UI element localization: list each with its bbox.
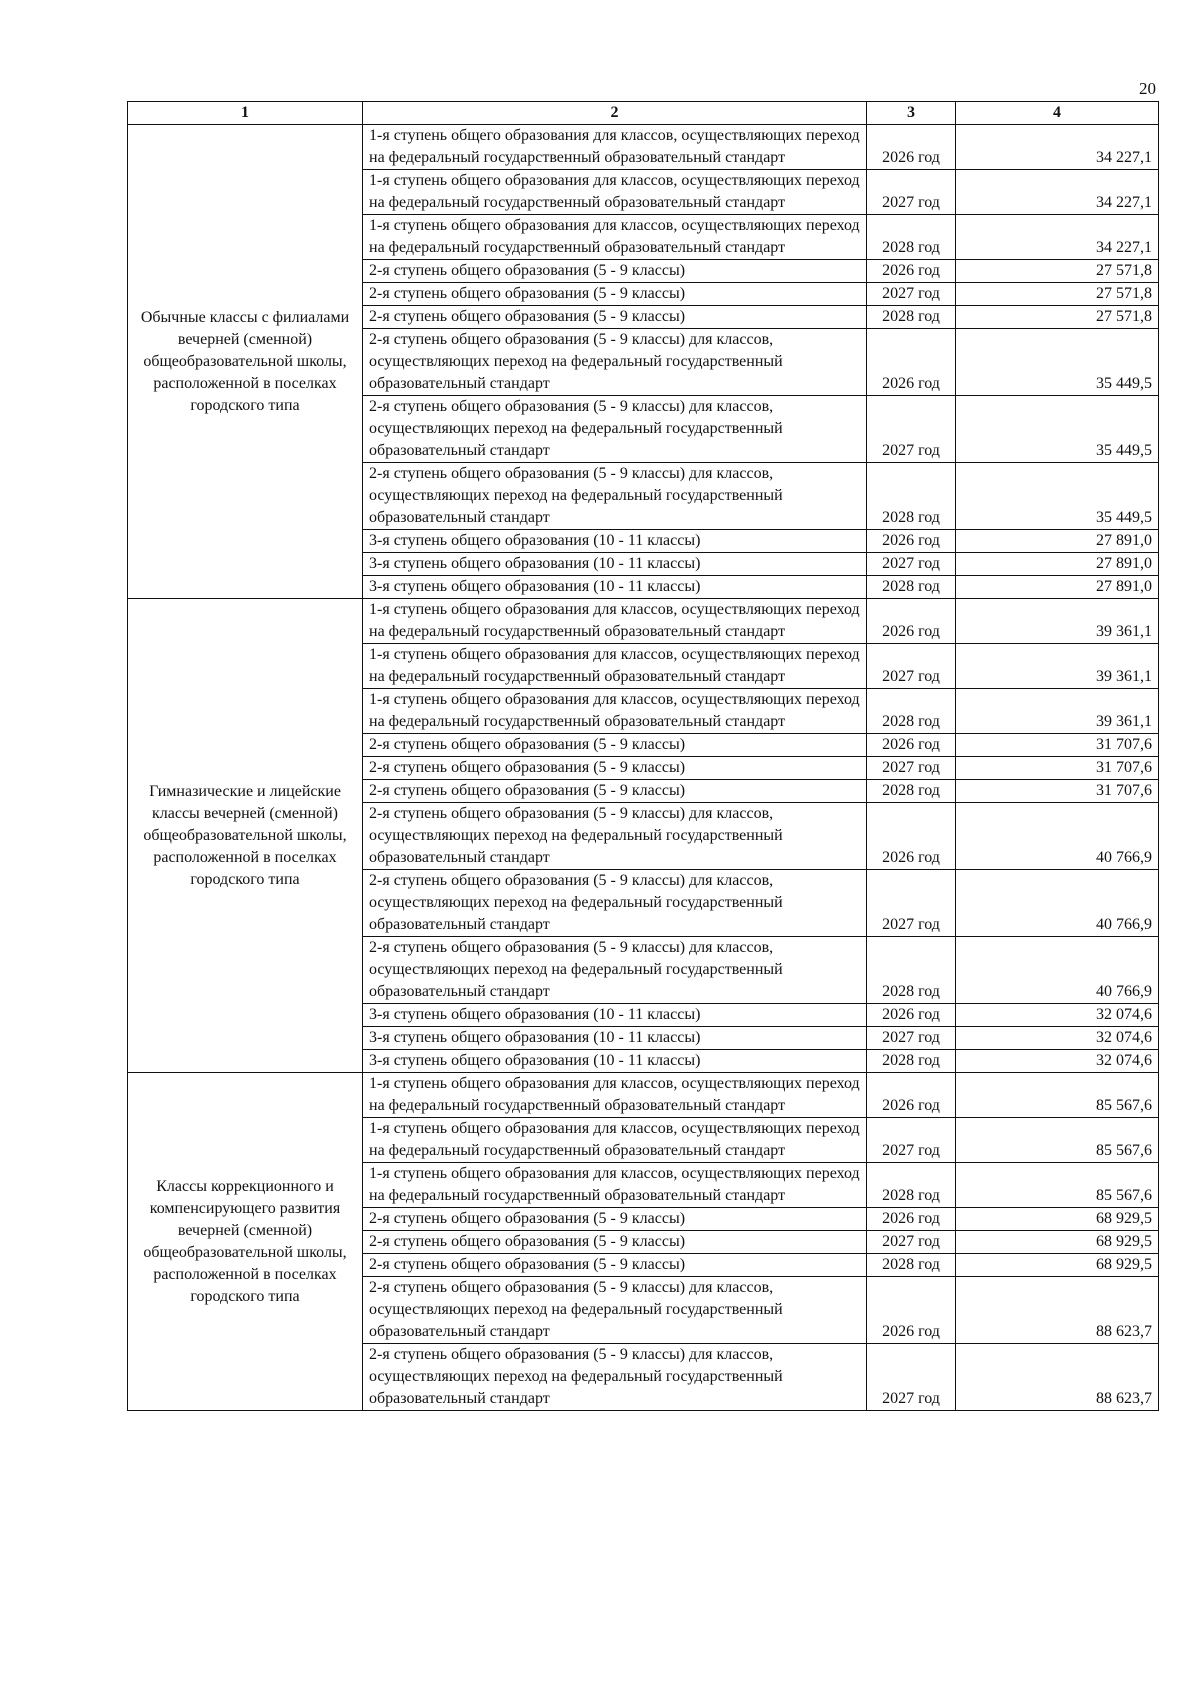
education-level-cell: 2-я ступень общего образования (5 - 9 классы) [363,757,867,780]
education-level-cell: 1-я ступень общего образования для классов, осуществляющих переход на федеральный государственный образовательный стандарт [363,215,867,260]
year-cell: 2028 год [867,215,956,260]
year-cell: 2027 год [867,1118,956,1163]
education-level-cell: 2-я ступень общего образования (5 - 9 классы) для классов, осуществляющих переход на федеральный государственный образовательный стандарт [363,870,867,937]
education-level-cell: 3-я ступень общего образования (10 - 11 классы) [363,553,867,576]
education-level-cell: 2-я ступень общего образования (5 - 9 классы) [363,734,867,757]
table-row [128,599,1159,644]
table-row [128,125,1159,170]
year-cell: 2028 год [867,689,956,734]
year-cell: 2027 год [867,1231,956,1254]
year-cell: 2026 год [867,1004,956,1027]
amount-cell: 34 227,1 [956,170,1159,215]
year-cell: 2027 год [867,553,956,576]
page-number: 20 [1139,79,1156,98]
education-level-cell: 2-я ступень общего образования (5 - 9 классы) для классов, осуществляющих переход на федеральный государственный образовательный стандарт [363,396,867,463]
education-level-cell: 2-я ступень общего образования (5 - 9 классы) для классов, осуществляющих переход на федеральный государственный образовательный стандарт [363,1344,867,1411]
year-cell: 2026 год [867,803,956,870]
education-level-cell: 2-я ступень общего образования (5 - 9 классы) [363,283,867,306]
year-cell: 2027 год [867,170,956,215]
education-level-cell: 2-я ступень общего образования (5 - 9 классы) для классов, осуществляющих переход на федеральный государственный образовательный стандарт [363,329,867,396]
column-header-1: 1 [128,102,363,125]
education-level-cell: 1-я ступень общего образования для классов, осуществляющих переход на федеральный государственный образовательный стандарт [363,599,867,644]
year-cell: 2026 год [867,1277,956,1344]
year-cell: 2028 год [867,937,956,1004]
table-row [128,1073,1159,1118]
amount-cell: 68 929,5 [956,1208,1159,1231]
table-header-row [128,102,1159,125]
year-cell: 2028 год [867,306,956,329]
group-label-cell: Обычные классы с филиалами вечерней (сменной) общеобразовательной школы, расположенной в поселках городского типа [128,125,363,599]
amount-cell: 68 929,5 [956,1231,1159,1254]
education-level-cell: 2-я ступень общего образования (5 - 9 классы) [363,306,867,329]
education-level-cell: 2-я ступень общего образования (5 - 9 классы) [363,780,867,803]
amount-cell: 40 766,9 [956,937,1159,1004]
year-cell: 2026 год [867,530,956,553]
education-level-cell: 2-я ступень общего образования (5 - 9 классы) для классов, осуществляющих переход на федеральный государственный образовательный стандарт [363,1277,867,1344]
group-label-cell: Классы коррекционного и компенсирующего развития вечерней (сменной) общеобразовательной школы, расположенной в поселках городского типа [128,1073,363,1411]
education-level-cell: 3-я ступень общего образования (10 - 11 классы) [363,1050,867,1073]
amount-cell: 32 074,6 [956,1050,1159,1073]
year-cell: 2028 год [867,576,956,599]
amount-cell: 31 707,6 [956,757,1159,780]
education-level-cell: 2-я ступень общего образования (5 - 9 классы) для классов, осуществляющих переход на федеральный государственный образовательный стандарт [363,803,867,870]
amount-cell: 85 567,6 [956,1118,1159,1163]
education-level-cell: 1-я ступень общего образования для классов, осуществляющих переход на федеральный государственный образовательный стандарт [363,125,867,170]
education-level-cell: 2-я ступень общего образования (5 - 9 классы) [363,1231,867,1254]
year-cell: 2028 год [867,1254,956,1277]
year-cell: 2027 год [867,644,956,689]
amount-cell: 27 571,8 [956,306,1159,329]
education-level-cell: 2-я ступень общего образования (5 - 9 классы) [363,260,867,283]
amount-cell: 31 707,6 [956,734,1159,757]
year-cell: 2027 год [867,396,956,463]
year-cell: 2026 год [867,1073,956,1118]
amount-cell: 85 567,6 [956,1163,1159,1208]
education-level-cell: 2-я ступень общего образования (5 - 9 классы) для классов, осуществляющих переход на федеральный государственный образовательный стандарт [363,937,867,1004]
amount-cell: 35 449,5 [956,463,1159,530]
year-cell: 2026 год [867,125,956,170]
education-level-cell: 3-я ступень общего образования (10 - 11 классы) [363,530,867,553]
year-cell: 2027 год [867,1344,956,1411]
year-cell: 2027 год [867,757,956,780]
amount-cell: 39 361,1 [956,599,1159,644]
education-level-cell: 2-я ступень общего образования (5 - 9 классы) [363,1254,867,1277]
education-level-cell: 1-я ступень общего образования для классов, осуществляющих переход на федеральный государственный образовательный стандарт [363,1118,867,1163]
education-level-cell: 3-я ступень общего образования (10 - 11 классы) [363,1027,867,1050]
education-level-cell: 1-я ступень общего образования для классов, осуществляющих переход на федеральный государственный образовательный стандарт [363,170,867,215]
column-header-2: 2 [363,102,867,125]
amount-cell: 32 074,6 [956,1004,1159,1027]
amount-cell: 32 074,6 [956,1027,1159,1050]
year-cell: 2026 год [867,329,956,396]
year-cell: 2026 год [867,599,956,644]
year-cell: 2027 год [867,1027,956,1050]
amount-cell: 39 361,1 [956,689,1159,734]
amount-cell: 35 449,5 [956,396,1159,463]
amount-cell: 40 766,9 [956,870,1159,937]
table-body [128,125,1159,1411]
amount-cell: 27 891,0 [956,553,1159,576]
year-cell: 2028 год [867,780,956,803]
amount-cell: 27 891,0 [956,530,1159,553]
year-cell: 2028 год [867,1163,956,1208]
amount-cell: 31 707,6 [956,780,1159,803]
year-cell: 2026 год [867,1208,956,1231]
amount-cell: 88 623,7 [956,1277,1159,1344]
group-label-cell: Гимназические и лицейские классы вечерней (сменной) общеобразовательной школы, расположенной в поселках городского типа [128,599,363,1073]
amount-cell: 39 361,1 [956,644,1159,689]
education-level-cell: 1-я ступень общего образования для классов, осуществляющих переход на федеральный государственный образовательный стандарт [363,689,867,734]
year-cell: 2026 год [867,260,956,283]
education-level-cell: 3-я ступень общего образования (10 - 11 классы) [363,1004,867,1027]
amount-cell: 40 766,9 [956,803,1159,870]
year-cell: 2027 год [867,870,956,937]
amount-cell: 27 891,0 [956,576,1159,599]
education-level-cell: 2-я ступень общего образования (5 - 9 классы) для классов, осуществляющих переход на федеральный государственный образовательный стандарт [363,463,867,530]
year-cell: 2026 год [867,734,956,757]
education-level-cell: 3-я ступень общего образования (10 - 11 классы) [363,576,867,599]
column-header-4: 4 [956,102,1159,125]
amount-cell: 34 227,1 [956,125,1159,170]
year-cell: 2027 год [867,283,956,306]
amount-cell: 34 227,1 [956,215,1159,260]
education-level-cell: 1-я ступень общего образования для классов, осуществляющих переход на федеральный государственный образовательный стандарт [363,1073,867,1118]
amount-cell: 27 571,8 [956,260,1159,283]
year-cell: 2028 год [867,1050,956,1073]
amount-cell: 88 623,7 [956,1344,1159,1411]
education-level-cell: 1-я ступень общего образования для классов, осуществляющих переход на федеральный государственный образовательный стандарт [363,644,867,689]
normative-cost-table [127,101,1159,1411]
education-level-cell: 1-я ступень общего образования для классов, осуществляющих переход на федеральный государственный образовательный стандарт [363,1163,867,1208]
education-level-cell: 2-я ступень общего образования (5 - 9 классы) [363,1208,867,1231]
column-header-3: 3 [867,102,956,125]
amount-cell: 68 929,5 [956,1254,1159,1277]
amount-cell: 85 567,6 [956,1073,1159,1118]
year-cell: 2028 год [867,463,956,530]
amount-cell: 35 449,5 [956,329,1159,396]
amount-cell: 27 571,8 [956,283,1159,306]
